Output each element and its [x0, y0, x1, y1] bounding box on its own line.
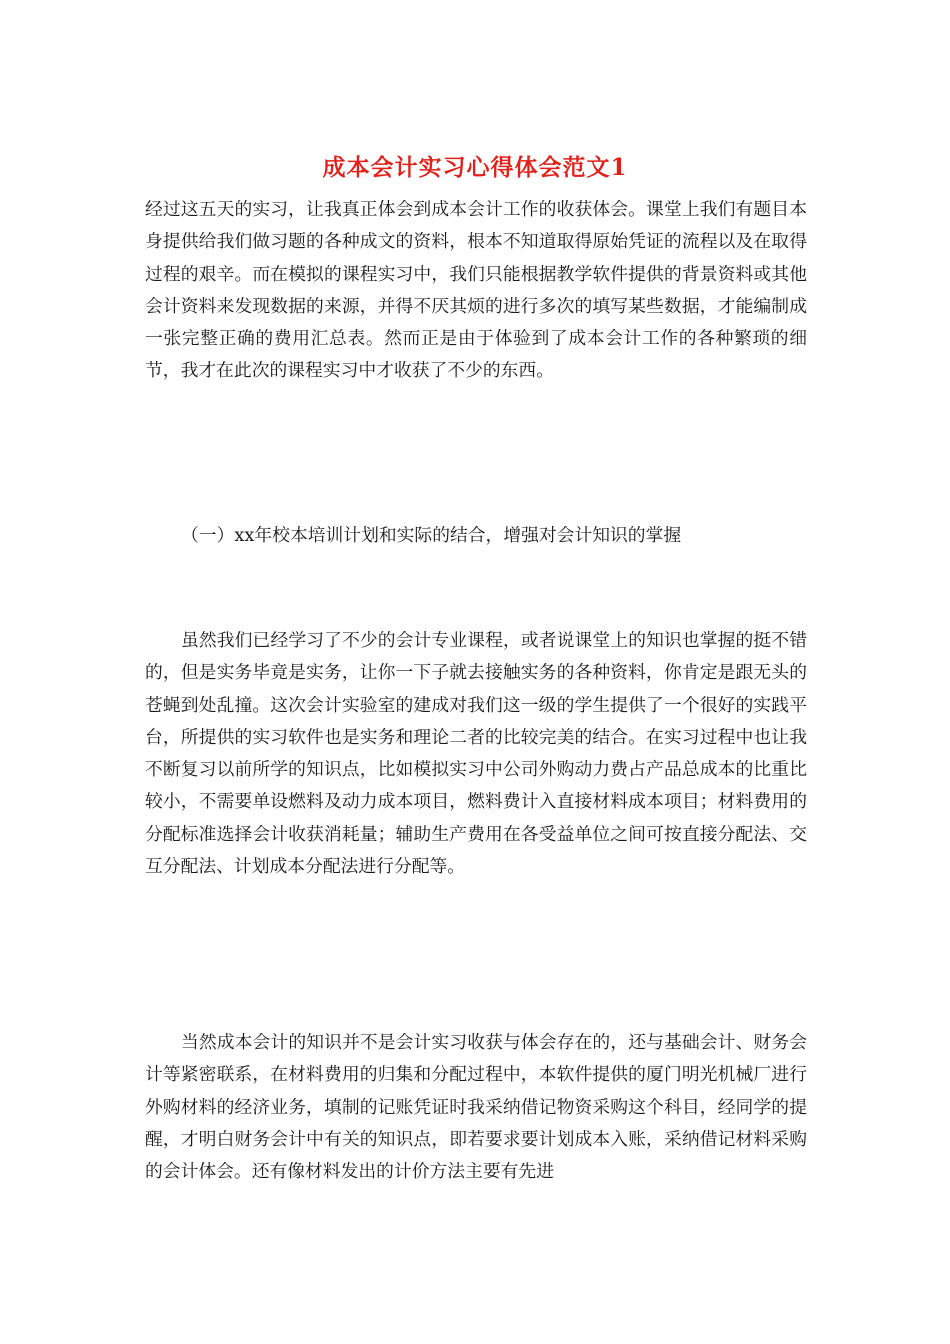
document-title: 成本会计实习心得体会范文1 [322, 154, 628, 181]
paragraph-practice: 虽然我们已经学习了不少的会计专业课程，或者说课堂上的知识也掌握的挺不错的，但是实务毕竟是实务，让你一下子就去接触实务的各种资料，你肯定是跟无头的苍蝇到处乱撞。这次会计实验室的建成对我们这一级的学生提供了一个很好的实践平台，所提供的实习软件也是实务和理论二者的比较完美的结合。在实习过程中也让我不断复习以前所学的知识点，比如模拟实习中公司外购动力费占产品总成本的比重比较小，不需要单设燃料及动力成本项目，燃料费计入直接材料成本项目；材料费用的分配标准选择会计收获消耗量；辅助生产费用在各受益单位之间可按直接分配法、交互分配法、计划成本分配法进行分配等。 [145, 630, 807, 878]
paragraph-knowledge: 当然成本会计的知识并不是会计实习收获与体会存在的，还与基础会计、财务会计等紧密联系，在材料费用的归集和分配过程中，本软件提供的厦门明光机械厂进行外购材料的经济业务，填制的记账凭证时我采纳借记物资采购这个科目，经同学的提醒，才明白财务会计中有关的知识点，即若要求要计划成本入账，采纳借记材料采购的会计体会。还有像材料发出的计价方法主要有先进 [145, 1032, 807, 1183]
paragraph-intro: 经过这五天的实习，让我真正体会到成本会计工作的收获体会。课堂上我们有题目本身提供给我们做习题的各种成文的资料，根本不知道取得原始凭证的流程以及在取得过程的艰辛。而在模拟的课程实习中，我们只能根据教学软件提供的背景资料或其他会计资料来发现数据的来源，并得不厌其烦的进行多次的填写某些数据，才能编制成一张完整正确的费用汇总表。然而正是由于体验到了成本会计工作的各种繁琐的细节，我才在此次的课程实习中才收获了不少的东西。 [145, 199, 807, 382]
section-heading: （一）xx年校本培训计划和实际的结合，增强对会计知识的掌握 [181, 525, 682, 546]
